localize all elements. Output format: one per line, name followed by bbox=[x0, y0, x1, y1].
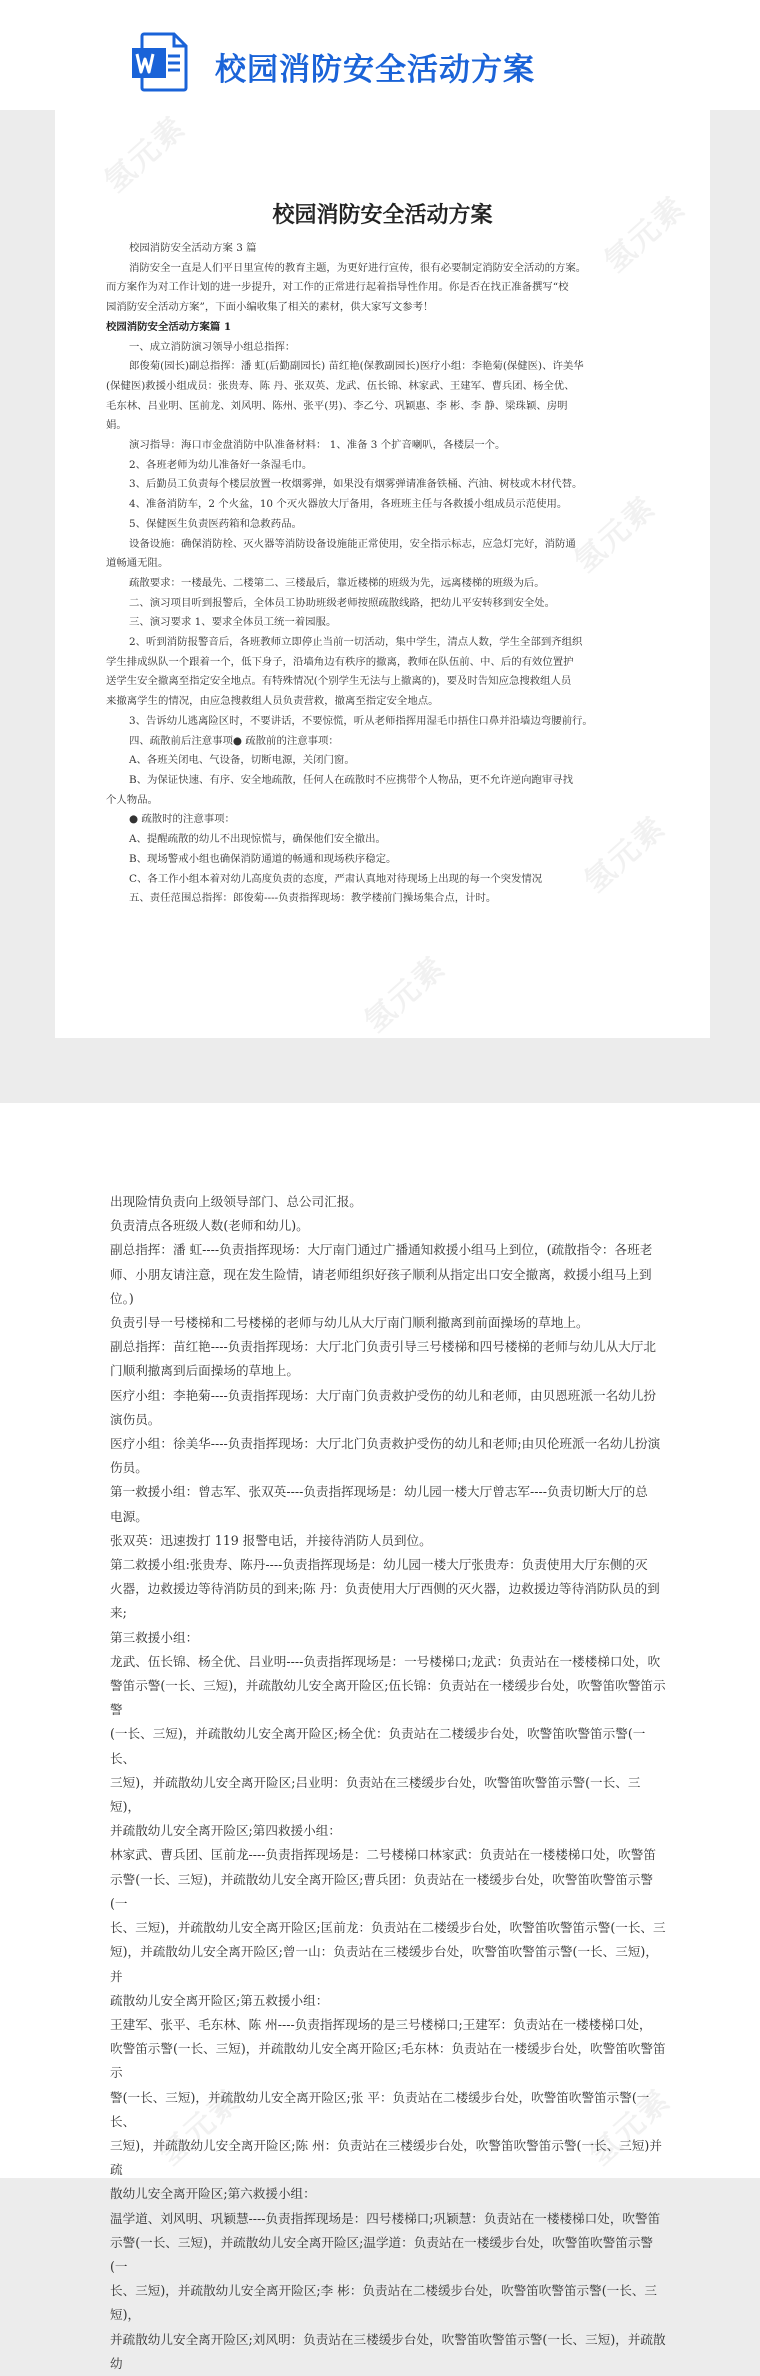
text-line: 道畅通无阻。 bbox=[106, 557, 169, 570]
text-line: 示警(一长、三短)，并疏散幼儿安全离开险区;曹兵团：负责站在一楼缓步台处，吹警笛吹警笛示警(一 bbox=[110, 1871, 654, 1911]
text-line: 散幼儿安全离开险区;第六救援小组： bbox=[110, 2186, 316, 2202]
text-line: 医疗小组：徐美华----负责指挥现场：大厅北门负责救护受伤的幼儿和老师;由贝伦班派一名幼儿扮演 bbox=[110, 1436, 661, 1452]
text-line: 长、三短)，并疏散幼儿安全离开险区;李 彬：负责站在二楼缓步台处，吹警笛吹警笛示警(一长、三短)， bbox=[110, 2283, 658, 2323]
text-line: 疏散幼儿安全离开险区;第五救援小组： bbox=[110, 1992, 329, 2008]
text-line: 电源。 bbox=[110, 1508, 148, 1524]
text-line: 一、成立消防演习领导小组总指挥： bbox=[129, 340, 296, 353]
text-line: 并疏散幼儿安全离开险区;第四救援小组： bbox=[110, 1823, 341, 1839]
text-line: C、各工作小组本着对幼儿高度负责的态度，严肃认真地对待现场上出现的每一个突发情况 bbox=[129, 872, 543, 885]
page-1-body bbox=[106, 239, 661, 909]
document-page-2 bbox=[0, 1103, 760, 2371]
text-line: 温学道、刘风明、巩颖慧----负责指挥现场是：四号楼梯口;巩颖慧：负责站在一楼楼梯口处，吹警笛 bbox=[110, 2210, 661, 2226]
text-line: 2、听到消防报警音后，各班教师立即停止当前一切活动，集中学生，清点人数，学生全部到齐组织 bbox=[129, 636, 583, 649]
text-line: 2、各班老师为幼儿准备好一条湿毛巾。 bbox=[129, 458, 313, 471]
text-line: 设备设施：确保消防栓、灭火器等消防设备设施能正常使用，安全指示标志，应急灯完好，消防通 bbox=[129, 537, 576, 550]
text-line: 二、演习项目听到报警后，全体员工协助班级老师按照疏散线路，把幼儿平安转移到安全处。 bbox=[129, 596, 556, 609]
text-line: 演伤员。 bbox=[110, 1411, 161, 1427]
text-line: 吹警笛示警(一长、三短)，并疏散幼儿安全离开险区;毛东林：负责站在一楼缓步台处，吹警笛吹警笛示 bbox=[110, 2041, 666, 2081]
text-line: (保健医)救援小组成员：张贵寿、陈 丹、张双英、龙武、伍长锦、林家武、王建军、曹兵团、杨全优、 bbox=[106, 379, 575, 392]
text-line: A、各班关闭电、气设备，切断电源，关闭门窗。 bbox=[129, 754, 355, 767]
text-line: 3、告诉幼儿逃离险区时，不要讲话，不要惊慌，听从老师指挥用湿毛巾捂住口鼻并沿墙边弯腰前行。 bbox=[129, 714, 593, 727]
text-line: 第一救援小组：曾志军、张双英----负责指挥现场是：幼儿园一楼大厅曾志军----负责切断大厅的总 bbox=[110, 1484, 648, 1500]
watermark: 氢元素 bbox=[152, 2082, 248, 2173]
watermark: 氢元素 bbox=[97, 109, 193, 200]
text-line: 第二救援小组:张贵寿、陈丹----负责指挥现场是：幼儿园一楼大厅张贵寿：负责使用大厅东侧的灭 bbox=[110, 1557, 648, 1573]
text-line: 龙武、伍长锦、杨全优、吕业明----负责指挥现场是：一号楼梯口;龙武：负责站在一楼楼梯口处，吹 bbox=[110, 1653, 661, 1669]
text-line: 警(一长、三短)，并疏散幼儿安全离开险区;张 平：负责站在二楼缓步台处，吹警笛吹警笛示警(一长、 bbox=[110, 2089, 650, 2129]
text-line: 来撤离学生的情况，由应急搜救组人员负责营救，撤离至指定安全地点。 bbox=[106, 695, 439, 708]
text-line: 第三救援小组： bbox=[110, 1629, 199, 1645]
header-title: 校园消防安全活动方案 bbox=[215, 52, 535, 88]
watermark: 氢元素 bbox=[357, 949, 453, 1040]
text-line: 出现险情负责向上级领导部门、总公司汇报。 bbox=[110, 1194, 362, 1209]
text-line: 三、演习要求 1、要求全体员工统一着园服。 bbox=[129, 616, 337, 629]
text-line: 五、责任范围总指挥：郎俊菊----负责指挥现场：教学楼前门操场集合点，计时。 bbox=[129, 892, 497, 905]
watermark: 氢元素 bbox=[597, 189, 693, 280]
text-line: 郎俊菊(园长)副总指挥：潘 虹(后勤副园长) 苗红艳(保教副园长)医疗小组：李艳菊(保健医)、许美华 bbox=[129, 360, 584, 373]
text-line: 王建军、张平、毛东林、陈 州----负责指挥现场的是三号楼梯口;王建军：负责站在一楼楼梯口处， bbox=[110, 2016, 652, 2032]
watermark: 氢元素 bbox=[577, 809, 673, 900]
text-line: 示警(一长、三短)，并疏散幼儿安全离开险区;温学道：负责站在一楼缓步台处，吹警笛吹警笛示警(一 bbox=[110, 2234, 654, 2274]
watermark: 氢元素 bbox=[567, 489, 663, 580]
text-line: 门顺利撤离到后面操场的草地上。 bbox=[110, 1363, 299, 1379]
text-line: 伤员。 bbox=[110, 1460, 148, 1476]
text-line: 三短)，并疏散幼儿安全离开险区;陈 州：负责站在三楼缓步台处，吹警笛吹警笛示警(一长、三短)并疏 bbox=[110, 2137, 662, 2178]
text-line: B、为保证快速、有序、安全地疏散，任何人在疏散时不应携带个人物品，更不允许逆向跑审寻找 bbox=[129, 773, 574, 786]
document-page-1 bbox=[55, 110, 710, 1038]
text-line: 而方案作为对工作计划的进一步提升，对工作的正常进行起着指导性作用。你是否在找正准备撰写“校 bbox=[106, 281, 569, 294]
text-line: 娟。 bbox=[106, 419, 127, 432]
text-line: 警笛示警(一长、三短)，并疏散幼儿安全离开险区;伍长锦：负责站在一楼缓步台处，吹警笛吹警笛示警 bbox=[110, 1678, 666, 1718]
text-line: 园消防安全活动方案”，下面小编收集了相关的素材，供大家写文参考！ bbox=[106, 301, 434, 314]
text-line: 四、疏散前后注意事项● 疏散前的注意事项： bbox=[129, 734, 339, 747]
watermark: 氢元素 bbox=[582, 2082, 678, 2173]
text-line: B、现场警戒小组也确保消防通道的畅通和现场秩序稳定。 bbox=[129, 852, 397, 865]
text-line: 毛东林、吕业明、匡前龙、刘风明、陈州、张平(男)、李乙兮、巩颖惠、李 彬、李 静、梁珠颖、房明 bbox=[106, 399, 568, 412]
text-line: 林家武、曹兵团、匡前龙----负责指挥现场是：二号楼梯口林家武：负责站在一楼楼梯口处，吹警笛 bbox=[110, 1847, 656, 1863]
text-line: 并疏散幼儿安全离开险区;刘风明：负责站在三楼缓步台处，吹警笛吹警笛示警(一长、三短)，并疏散幼 bbox=[110, 2331, 666, 2371]
text-line: 短)，并疏散幼儿安全离开险区;曾一山：负责站在三楼缓步台处，吹警笛吹警笛示警(一长、三短)，并 bbox=[110, 1944, 658, 1984]
text-line: 医疗小组：李艳菊----负责指挥现场：大厅南门负责救护受伤的幼儿和老师，由贝恩班派一名幼儿扮 bbox=[110, 1387, 656, 1403]
text-line: 副总指挥：潘 虹----负责指挥现场：大厅南门通过广播通知救援小组马上到位，(疏散指令：各班老 bbox=[110, 1242, 653, 1258]
text-line: 校园消防安全活动方案 3 篇 bbox=[129, 242, 257, 254]
text-line: 长、三短)，并疏散幼儿安全离开险区;匡前龙：负责站在二楼缓步台处，吹警笛吹警笛示警(一长、三 bbox=[110, 1920, 666, 1936]
header-banner bbox=[0, 0, 760, 110]
text-line: 4、准备消防车，2 个火盆，10 个灭火器放大厅备用，各班班主任与各救援小组成员示范使用。 bbox=[129, 498, 568, 511]
page-2-body bbox=[110, 1190, 666, 2376]
text-line: A、提醒疏散的幼儿不出现惊慌与，确保他们安全撤出。 bbox=[129, 833, 386, 846]
text-line: 演习指导：海口市金盘消防中队准备材料： 1、准备 3 个扩音喇叭，各楼层一个。 bbox=[129, 439, 506, 452]
text-line: 校园消防安全活动方案篇 1 bbox=[106, 320, 232, 333]
text-line: 5、保健医生负责医药箱和急救药品。 bbox=[129, 517, 302, 530]
word-document-icon bbox=[130, 30, 190, 92]
text-line: 负责清点各班级人数(老师和幼儿)。 bbox=[110, 1218, 309, 1234]
text-line: 三短)，并疏散幼儿安全离开险区;吕业明：负责站在三楼缓步台处，吹警笛吹警笛示警(一长、三短)， bbox=[110, 1774, 641, 1815]
text-line: 个人物品。 bbox=[106, 793, 158, 806]
text-line: 张双英：迅速拨打 119 报警电话，并接待消防人员到位。 bbox=[110, 1532, 432, 1548]
text-line: 送学生安全撤离至指定安全地点。有特殊情况(个别学生无法与上撤离的)，要及时告知应急搜救组人员 bbox=[106, 675, 572, 688]
text-line: 火器，边救援边等待消防员的到来;陈 丹：负责使用大厅西侧的灭火器，边救援边等待消防队员的到来; bbox=[110, 1581, 660, 1621]
text-line: 消防安全一直是人们平日里宣传的教育主题，为更好进行宣传，很有必要制定消防安全活动的方案。 bbox=[129, 261, 587, 274]
document-title: 校园消防安全活动方案 bbox=[272, 202, 493, 228]
text-line: ● 疏散时的注意事项： bbox=[129, 813, 235, 826]
text-line: 师、小朋友请注意，现在发生险情，请老师组织好孩子顺利从指定出口安全撤离，救援小组马上到位。) bbox=[110, 1266, 652, 1306]
text-line: 学生排成纵队一个跟着一个，低下身子，沿墙角边有秩序的撤离，教师在队伍前、中、后的有效位置护 bbox=[106, 655, 574, 668]
text-line: 3、后勤员工负责每个楼层放置一枚烟雾弹，如果没有烟雾弹请准备铁桶、汽油、树枝或木材代替。 bbox=[129, 478, 583, 491]
text-line: 负责引导一号楼梯和二号楼梯的老师与幼儿从大厅南门顺利撤离到前面操场的草地上。 bbox=[110, 1315, 589, 1331]
text-line: (一长、三短)，并疏散幼儿安全离开险区;杨全优：负责站在二楼缓步台处，吹警笛吹警笛示警(一长、 bbox=[110, 1726, 646, 1766]
text-line: 副总指挥：苗红艳----负责指挥现场：大厅北门负责引导三号楼梯和四号楼梯的老师与幼儿从大厅北 bbox=[110, 1339, 656, 1355]
text-line: 疏散要求：一楼最先、二楼第二、三楼最后，靠近楼梯的班级为先，远离楼梯的班级为后。 bbox=[129, 576, 545, 589]
